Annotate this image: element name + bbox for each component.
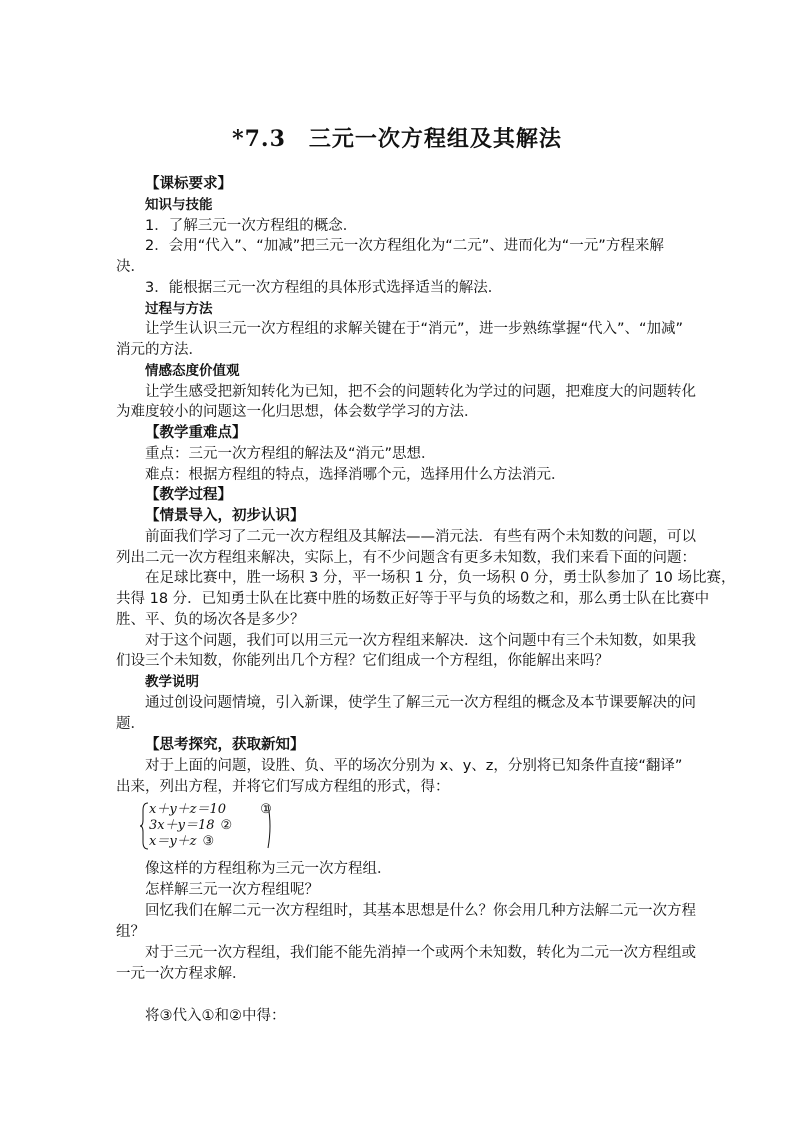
section-header-teaching-process: 【教学过程】: [145, 487, 232, 503]
subheading-attitude-values: 情感态度价值观: [145, 363, 240, 379]
paragraph-line: 对于三元一次方程组，我们能不能先消掉一个或两个未知数，转化为二元一次方程组或: [145, 945, 696, 961]
subheading-knowledge-skills: 知识与技能: [145, 197, 213, 213]
paragraph-line: 对于这个问题，我们可以用三元一次方程组来解决．这个问题中有三个未知数，如果我: [145, 633, 696, 649]
paragraph-line: 回忆我们在解二元一次方程组时，其基本思想是什么？你会用几种方法解二元一次方程: [145, 903, 696, 919]
paragraph-line: 一元一次方程求解．: [116, 966, 247, 982]
subheading-process-method: 过程与方法: [145, 301, 213, 317]
paragraph-line: 让学生认识三元一次方程组的求解关键在于“消元”，进一步熟练掌握“代入”、“加减”: [145, 321, 684, 337]
paragraph-line: 对于上面的问题，设胜、负、平的场次分别为 x、y、z，分别将已知条件直接“翻译”: [145, 758, 683, 774]
equation-system: [140, 802, 280, 850]
paragraph-line: 3．能根据三元一次方程组的具体形式选择适当的解法．: [145, 280, 503, 296]
paragraph-line: 怎样解三元一次方程组呢？: [145, 882, 319, 898]
section-header-explore: 【思考探究，获取新知】: [145, 737, 305, 753]
paragraph-line: 难点：根据方程组的特点，选择消哪个元，选择用什么方法消元．: [145, 467, 566, 483]
paragraph-line: 列出二元一次方程组来解决，实际上，有不少问题含有更多未知数，我们来看下面的问题：: [116, 550, 696, 566]
paragraph-line: 胜、平、负的场次各是多少？: [116, 612, 305, 628]
paragraph-line: 重点：三元一次方程组的解法及“消元”思想．: [145, 446, 436, 462]
subheading-teaching-note: 教学说明: [145, 674, 199, 690]
paragraph-line: 共得 18 分．已知勇士队在比赛中胜的场数正好等于平与负的场数之和，那么勇士队在比赛中: [116, 591, 710, 607]
section-header-introduction: 【情景导入，初步认识】: [145, 508, 305, 524]
paragraph-line: 为难度较小的问题这一化归思想，体会数学学习的方法．: [116, 404, 479, 420]
section-header-key-points: 【教学重难点】: [145, 425, 247, 441]
paragraph-line: 将③代入①和②中得：: [145, 1008, 286, 1024]
paragraph-line: 组？: [116, 924, 145, 940]
paragraph-line: 消元的方法．: [116, 342, 203, 358]
paragraph-line: 像这样的方程组称为三元一次方程组．: [145, 861, 392, 877]
paragraph-line: 2．会用“代入”、“加减”把三元一次方程组化为“二元”、进而化为“一元”方程来解: [145, 238, 664, 254]
paragraph-line: 前面我们学习了二元一次方程组及其解法——消元法．有些有两个未知数的问题，可以: [145, 529, 696, 545]
paragraph-line: 决．: [116, 259, 145, 275]
paragraph-line: 出来，列出方程，并将它们写成方程组的形式，得：: [116, 779, 450, 795]
paragraph-line: 们设三个未知数，你能列出几个方程？它们组成一个方程组，你能解出来吗？: [116, 653, 609, 669]
equation-1: x＋y＋z＝10 ①: [149, 802, 272, 817]
paragraph-line: 通过创设问题情境，引入新课，使学生了解三元一次方程组的概念及本节课要解决的问: [145, 695, 696, 711]
paragraph-line: 1．了解三元一次方程组的概念．: [145, 218, 358, 234]
paragraph-line: 让学生感受把新知转化为已知，把不会的问题转化为学过的问题，把难度大的问题转化: [145, 384, 696, 400]
equation-2: 3x＋y＝18 ②: [149, 818, 233, 833]
section-header-curriculum: 【课标要求】: [145, 176, 232, 192]
paragraph-line: 题．: [116, 716, 145, 732]
equation-3: x＝y＋z ③: [149, 834, 215, 849]
page-title: *7.3 三元一次方程组及其解法: [232, 126, 562, 152]
paragraph-line: 在足球比赛中，胜一场积 3 分，平一场积 1 分，负一场积 0 分，勇士队参加了 10 场比赛，: [145, 570, 736, 586]
